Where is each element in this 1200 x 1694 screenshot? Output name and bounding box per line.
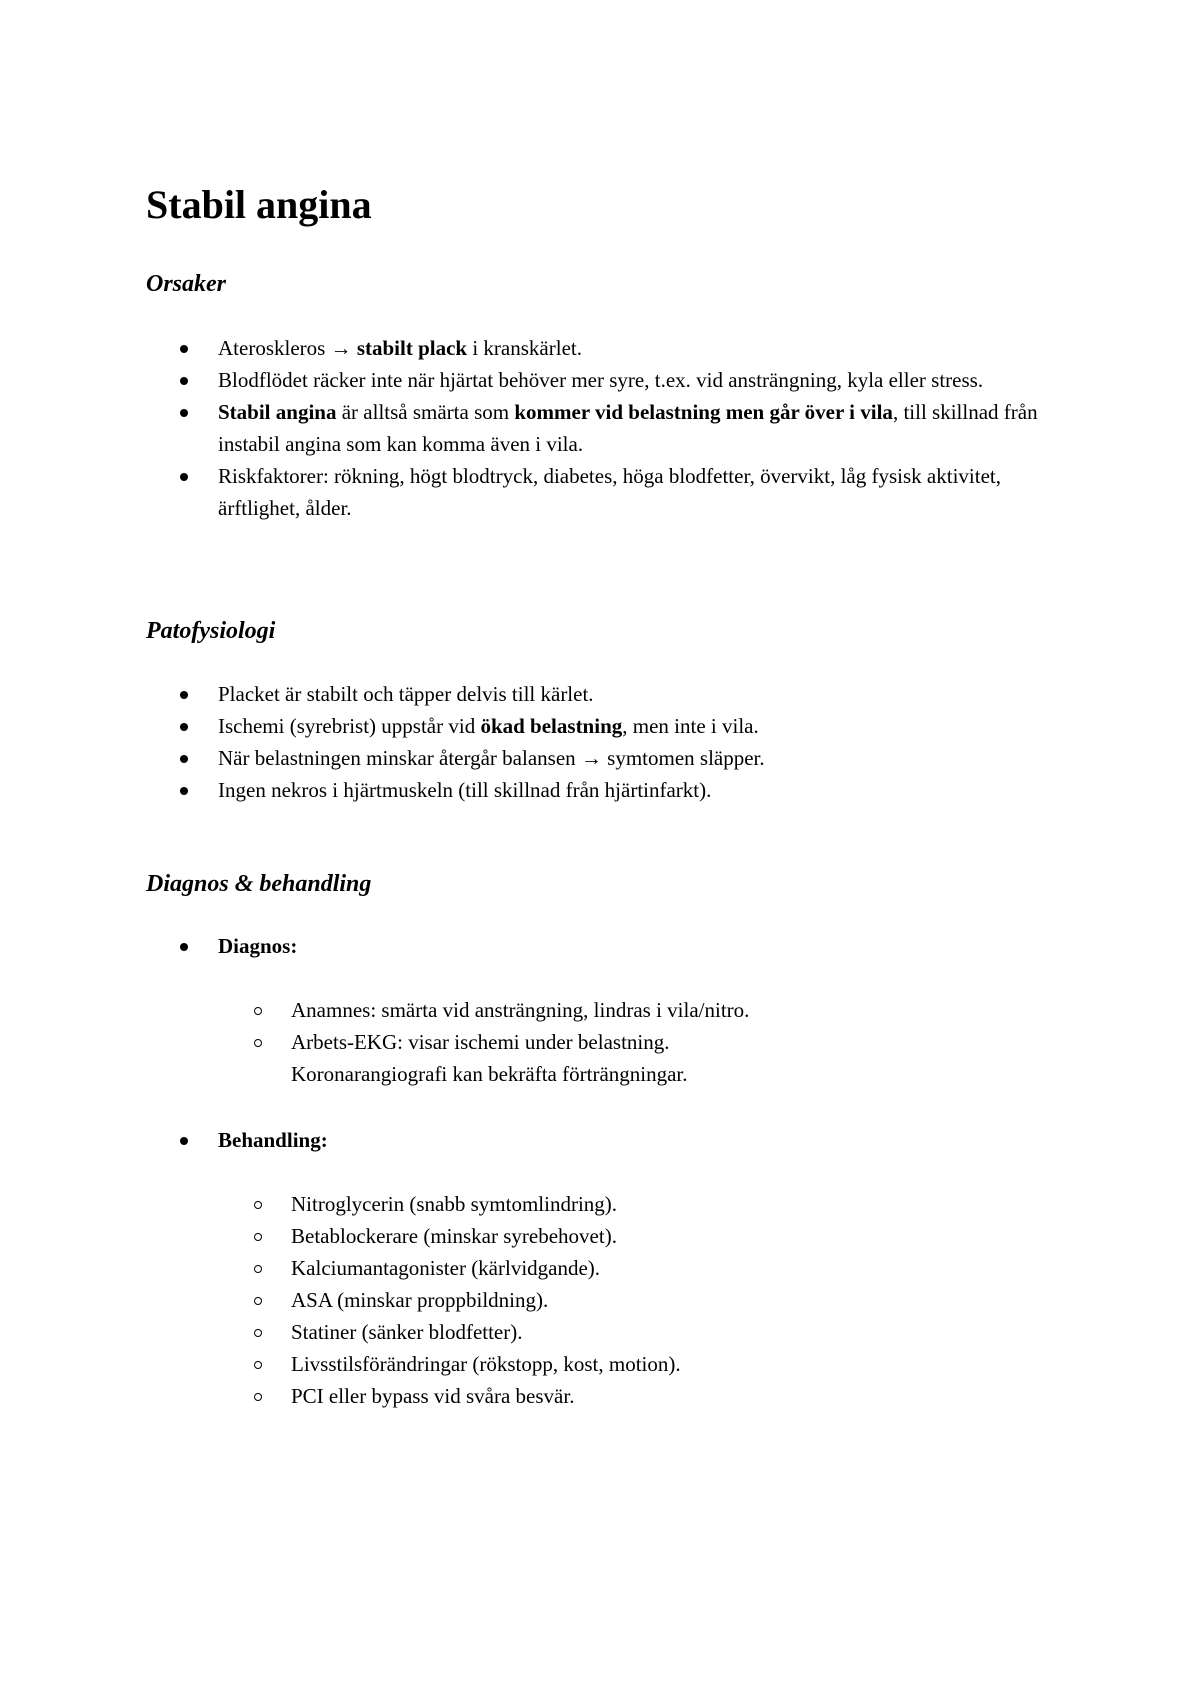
bullet-icon (180, 755, 188, 763)
bullet-icon (180, 943, 188, 951)
behandling-sub-list (219, 1188, 1079, 1412)
list-item: Arbets-EKG: visar ischemi under belastning. Koronarangiografi kan bekräfta förträngningar. (219, 1026, 1079, 1090)
list-item: Ingen nekros i hjärtmuskeln (till skillnad från hjärtinfarkt). (146, 774, 1076, 806)
orsaker-list (146, 332, 1076, 524)
bullet-icon (180, 345, 188, 353)
circle-bullet-icon (254, 1297, 262, 1305)
circle-bullet-icon (254, 1329, 262, 1337)
list-item: Diagnos: (146, 930, 1076, 962)
bullet-icon (180, 691, 188, 699)
list-item: Placket är stabilt och täpper delvis till kärlet. (146, 678, 1076, 710)
list-item: Livsstilsförändringar (rökstopp, kost, motion). (219, 1348, 1079, 1380)
circle-bullet-icon (254, 1007, 262, 1015)
section-heading-diagnos-behandling: Diagnos & behandling (146, 871, 372, 897)
circle-bullet-icon (254, 1039, 262, 1047)
bullet-icon (180, 473, 188, 481)
list-item: PCI eller bypass vid svåra besvär. (219, 1380, 1079, 1412)
bullet-icon (180, 377, 188, 385)
bullet-icon (180, 1137, 188, 1145)
circle-bullet-icon (254, 1361, 262, 1369)
circle-bullet-icon (254, 1393, 262, 1401)
list-item: Anamnes: smärta vid ansträngning, lindras i vila/nitro. (219, 994, 1079, 1026)
bullet-icon (180, 787, 188, 795)
diagnos-sub-list (219, 994, 1079, 1090)
patofysiologi-list (146, 678, 1076, 806)
circle-bullet-icon (254, 1265, 262, 1273)
list-item: Betablockerare (minskar syrebehovet). (219, 1220, 1079, 1252)
list-item: Statiner (sänker blodfetter). (219, 1316, 1079, 1348)
list-item: Nitroglycerin (snabb symtomlindring). (219, 1188, 1079, 1220)
bullet-icon (180, 409, 188, 417)
circle-bullet-icon (254, 1233, 262, 1241)
list-item: Ateroskleros → stabilt plack i kranskärlet. (146, 332, 1076, 364)
section-heading-patofysiologi: Patofysiologi (146, 618, 276, 644)
list-item: När belastningen minskar återgår balansen → symtomen släpper. (146, 742, 1076, 774)
list-item: Ischemi (syrebrist) uppstår vid ökad belastning, men inte i vila. (146, 710, 1076, 742)
list-item: Behandling: (146, 1124, 1076, 1156)
list-item: Riskfaktorer: rökning, högt blodtryck, diabetes, höga blodfetter, övervikt, låg fysisk aktivitet, ärftlighet, ålder. (146, 460, 1076, 524)
behandling-label-list (146, 1124, 1076, 1156)
page-title: Stabil angina (146, 182, 372, 227)
list-item: Stabil angina är alltså smärta som kommer vid belastning men går över i vila, till skillnad från instabil angina som kan komma även i vila. (146, 396, 1076, 460)
circle-bullet-icon (254, 1201, 262, 1209)
section-heading-orsaker: Orsaker (146, 271, 227, 297)
list-item: ASA (minskar proppbildning). (219, 1284, 1079, 1316)
diagnos-label-list (146, 930, 1076, 962)
list-item: Blodflödet räcker inte när hjärtat behöver mer syre, t.ex. vid ansträngning, kyla eller stress. (146, 364, 1076, 396)
bullet-icon (180, 723, 188, 731)
list-item: Kalciumantagonister (kärlvidgande). (219, 1252, 1079, 1284)
